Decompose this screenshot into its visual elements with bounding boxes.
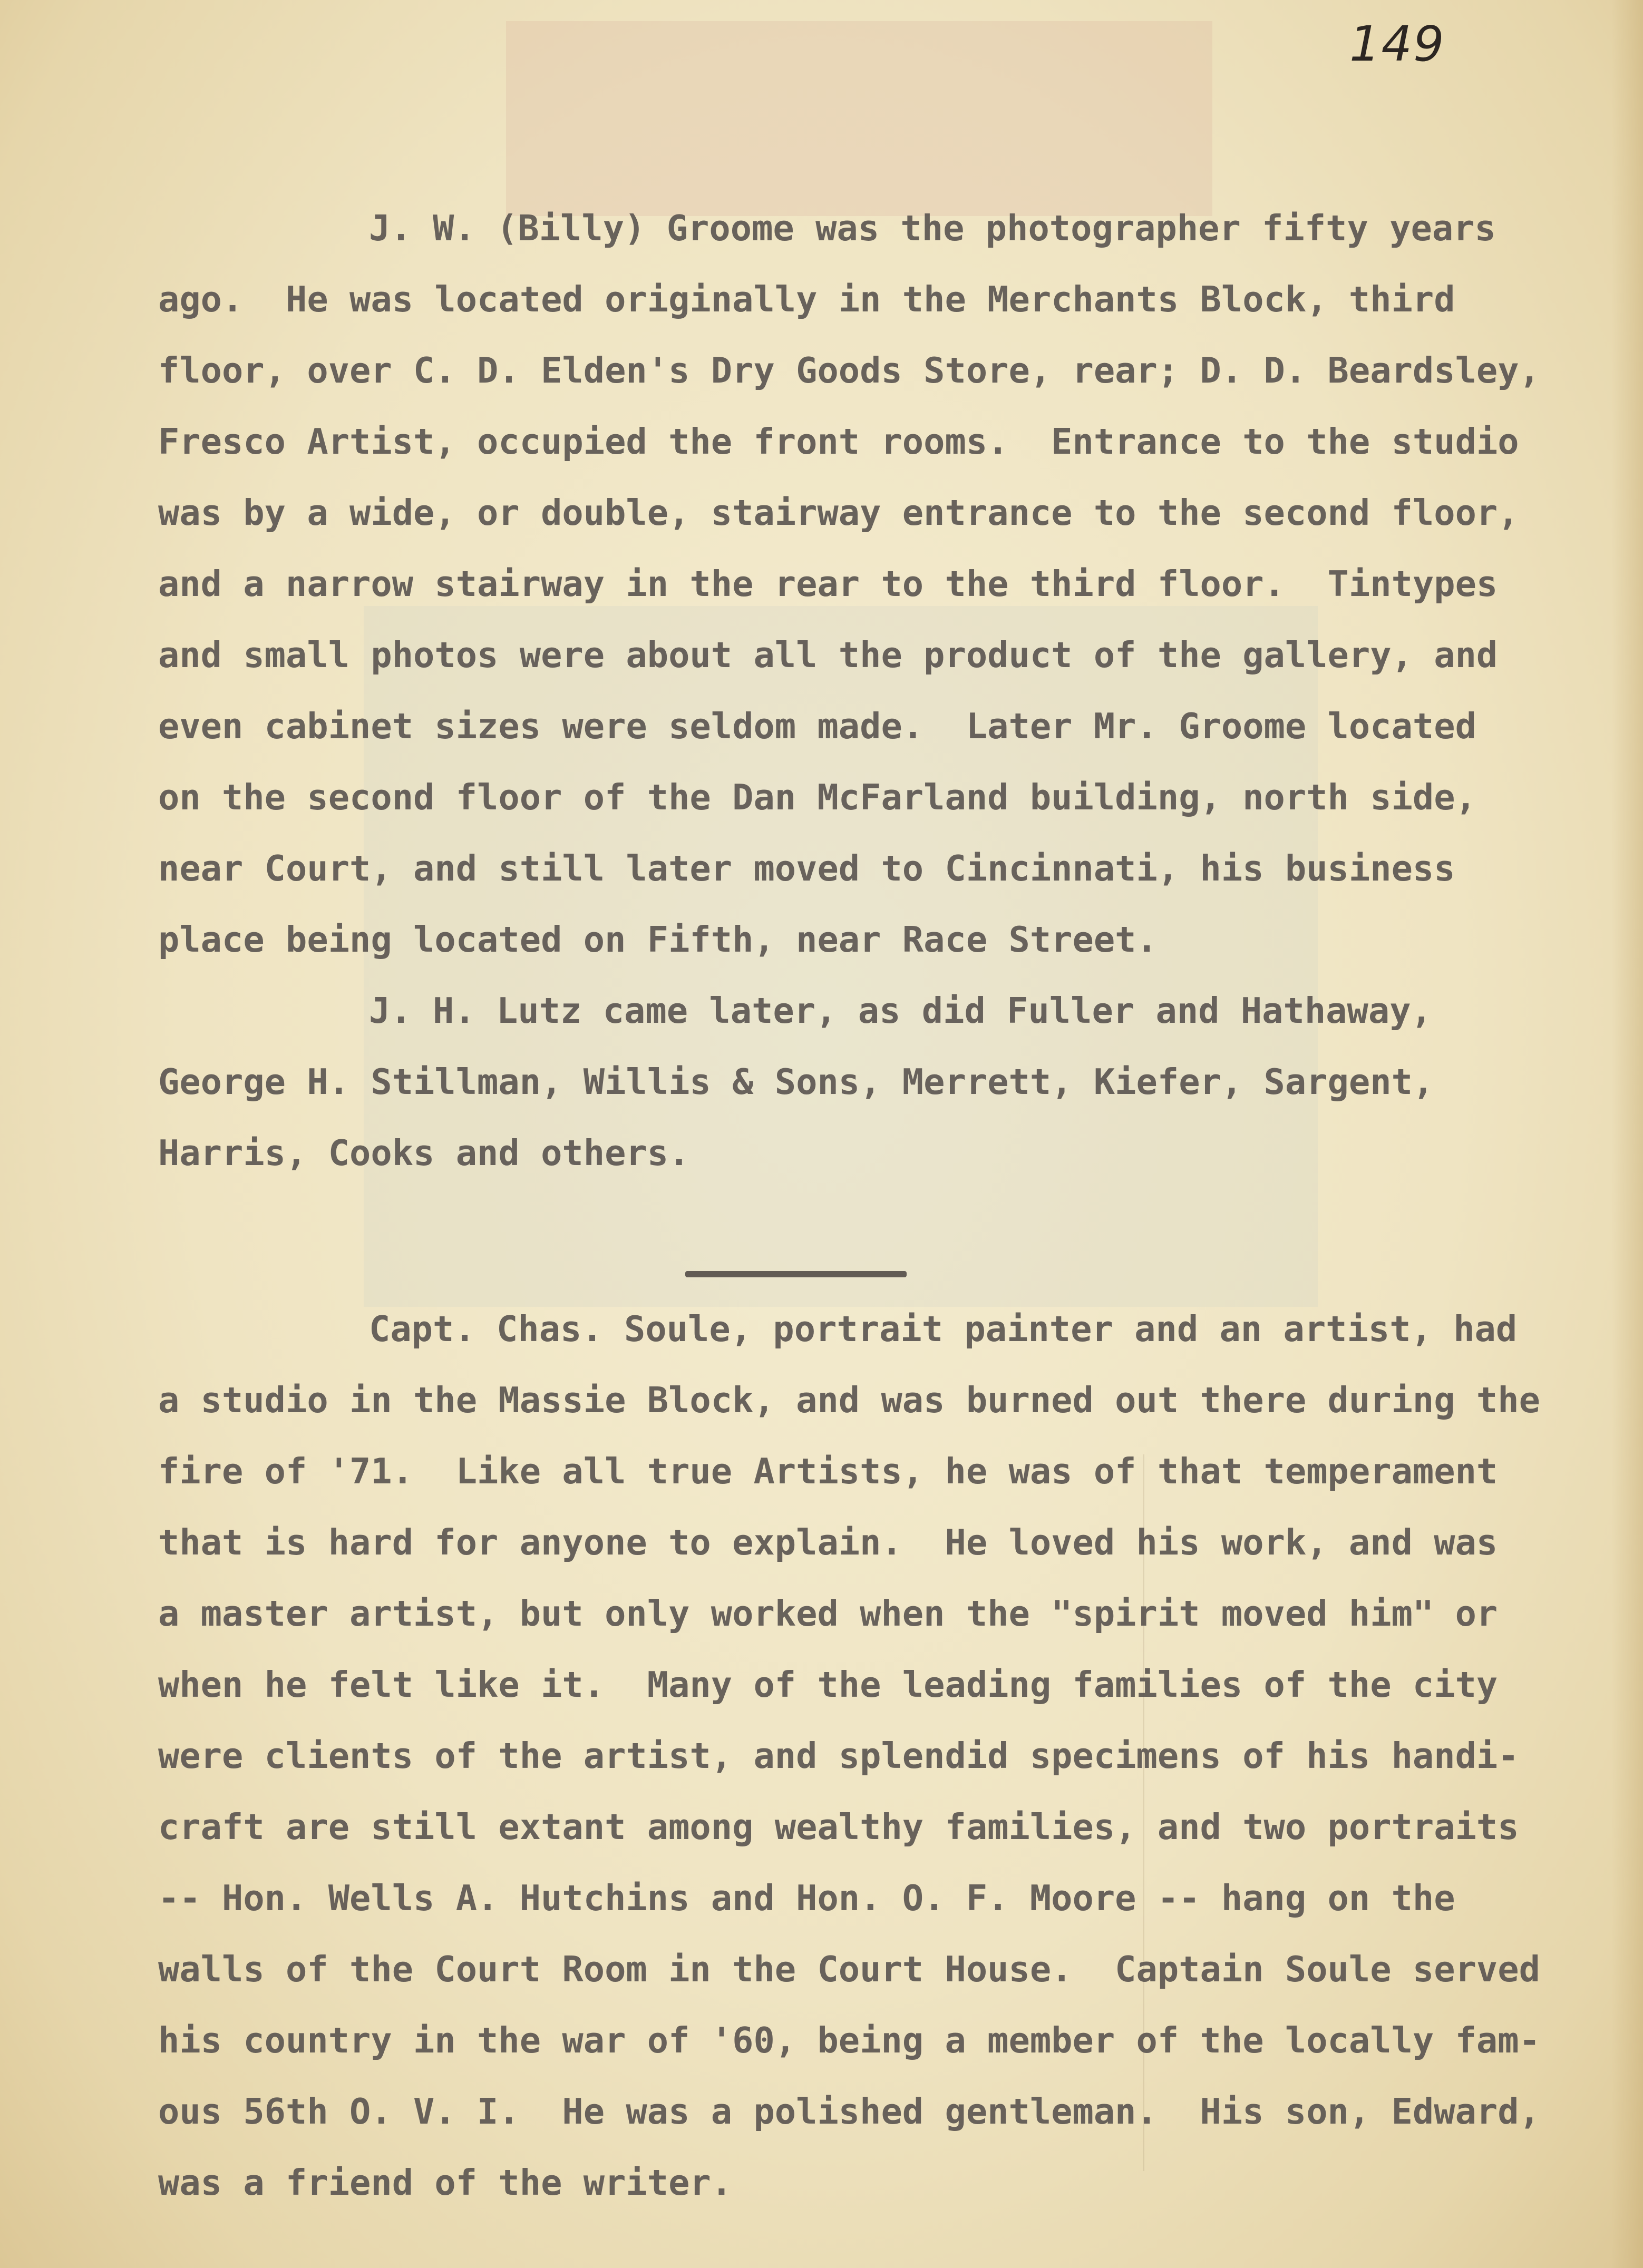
paragraph-line: on the second floor of the Dan McFarland building, north side, xyxy=(158,777,1476,818)
paragraph-lutz xyxy=(158,975,1581,1189)
paragraph-soule xyxy=(158,1294,1581,2218)
paragraph-line: craft are still extant among wealthy families, and two portraits xyxy=(158,1806,1519,1847)
paragraph-line: were clients of the artist, and splendid specimens of his handi- xyxy=(158,1735,1519,1776)
paragraph-line: and a narrow stairway in the rear to the third floor. Tintypes xyxy=(158,563,1498,604)
paragraph-line: that is hard for anyone to explain. He loved his work, and was xyxy=(158,1522,1498,1563)
paragraph-line: a studio in the Massie Block, and was burned out there during the xyxy=(158,1380,1540,1421)
paragraph-groome xyxy=(158,193,1581,975)
paper-edge-stain xyxy=(1611,0,1643,2268)
paragraph-line: George H. Stillman, Willis & Sons, Merrett, Kiefer, Sargent, xyxy=(158,1061,1434,1102)
section-separator-rule xyxy=(685,1271,907,1277)
paragraph-line: when he felt like it. Many of the leading families of the city xyxy=(158,1664,1498,1705)
paragraph-line: J. H. Lutz came later, as did Fuller and Hathaway, xyxy=(369,990,1432,1031)
paragraph-line: ago. He was located originally in the Merchants Block, third xyxy=(158,279,1455,320)
paragraph-line: J. W. (Billy) Groome was the photographer fifty years xyxy=(369,208,1496,249)
show-through-photo-top xyxy=(506,21,1212,216)
paragraph-line: a master artist, but only worked when the "spirit moved him" or xyxy=(158,1593,1498,1634)
paragraph-line: Harris, Cooks and others. xyxy=(158,1132,690,1174)
paragraph-line: Fresco Artist, occupied the front rooms. Entrance to the studio xyxy=(158,421,1519,462)
paragraph-line: walls of the Court Room in the Court House. Captain Soule served xyxy=(158,1949,1540,1990)
paragraph-line: ous 56th O. V. I. He was a polished gentleman. His son, Edward, xyxy=(158,2091,1540,2132)
paragraph-line: Capt. Chas. Soule, portrait painter and an artist, had xyxy=(369,1308,1518,1350)
paragraph-line: and small photos were about all the product of the gallery, and xyxy=(158,634,1498,676)
paragraph-line: was by a wide, or double, stairway entrance to the second floor, xyxy=(158,492,1519,533)
paragraph-line: -- Hon. Wells A. Hutchins and Hon. O. F. Moore -- hang on the xyxy=(158,1878,1455,1919)
paragraph-line: place being located on Fifth, near Race Street. xyxy=(158,919,1158,960)
paragraph-line: even cabinet sizes were seldom made. Later Mr. Groome located xyxy=(158,706,1476,747)
page-number: 149 xyxy=(1349,16,1445,72)
paragraph-line: near Court, and still later moved to Cincinnati, his business xyxy=(158,848,1455,889)
paragraph-line: floor, over C. D. Elden's Dry Goods Store, rear; D. D. Beardsley, xyxy=(158,350,1540,391)
paragraph-line: fire of '71. Like all true Artists, he was of that temperament xyxy=(158,1451,1498,1492)
paragraph-line: was a friend of the writer. xyxy=(158,2162,733,2203)
paragraph-line: his country in the war of '60, being a member of the locally fam- xyxy=(158,2020,1540,2061)
